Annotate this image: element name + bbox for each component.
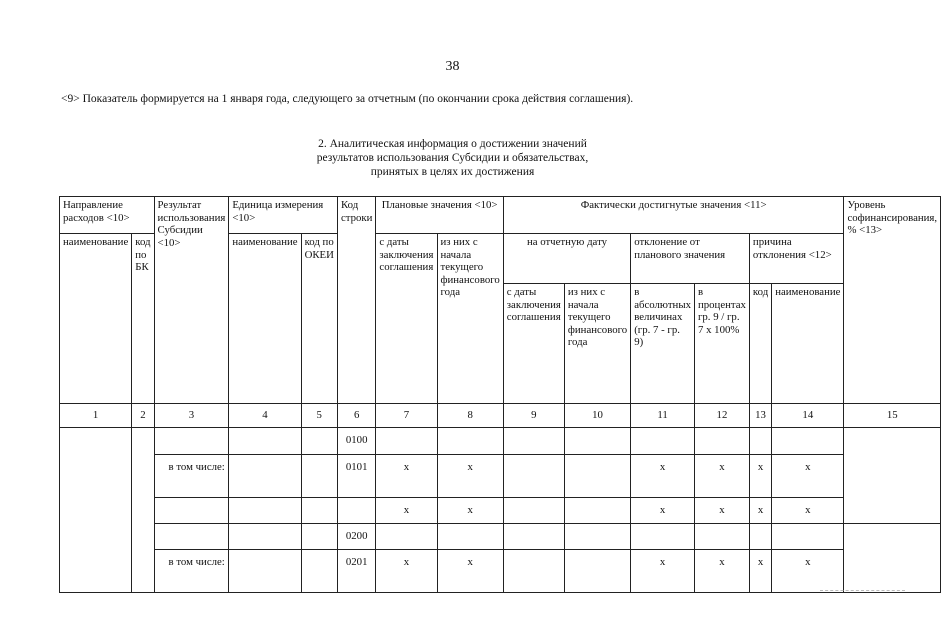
title-line-3: принятых в целях их достижения bbox=[370, 166, 535, 178]
table-row bbox=[60, 455, 941, 498]
actual-date-cell bbox=[503, 524, 564, 550]
header-planned: Плановые значения <10> bbox=[376, 197, 503, 234]
unit-okei-cell bbox=[301, 498, 337, 524]
planned-date-cell bbox=[376, 524, 437, 550]
unit-name-cell bbox=[229, 550, 301, 593]
header-reason-name: наименование bbox=[772, 284, 844, 404]
reason-name-cell: x bbox=[772, 455, 844, 498]
title-line-2: результатов использования Субсидии и обязательствах, bbox=[316, 152, 589, 164]
unit-name-cell bbox=[229, 455, 301, 498]
row-code-cell: 0200 bbox=[337, 524, 375, 550]
column-number: 10 bbox=[564, 404, 630, 428]
deviation-abs-cell: x bbox=[631, 550, 695, 593]
section-title bbox=[0, 137, 905, 179]
column-number: 13 bbox=[749, 404, 771, 428]
header-unit-name: наименование bbox=[229, 234, 301, 404]
analytics-table bbox=[59, 196, 941, 593]
column-number: 4 bbox=[229, 404, 301, 428]
deviation-abs-cell bbox=[631, 524, 695, 550]
reason-code-cell bbox=[749, 524, 771, 550]
planned-year-cell: x bbox=[437, 455, 503, 498]
header-reason-code: код bbox=[749, 284, 771, 404]
deviation-pct-cell bbox=[694, 428, 749, 455]
title-line-1: 2. Аналитическая информация о достижении значений bbox=[318, 138, 587, 150]
row-code-cell: 0100 bbox=[337, 428, 375, 455]
deviation-pct-cell: x bbox=[694, 498, 749, 524]
actual-year-cell bbox=[564, 524, 630, 550]
header-actual-date: с даты заключения соглашения bbox=[503, 284, 564, 404]
column-number: 2 bbox=[132, 404, 154, 428]
planned-date-cell: x bbox=[376, 550, 437, 593]
reason-code-cell bbox=[749, 428, 771, 455]
deviation-abs-cell: x bbox=[631, 455, 695, 498]
result-cell: в том числе: bbox=[154, 550, 229, 593]
unit-name-cell bbox=[229, 428, 301, 455]
table-row bbox=[60, 498, 941, 524]
deviation-pct-cell: x bbox=[694, 550, 749, 593]
actual-year-cell bbox=[564, 455, 630, 498]
header-unit: Единица измерения <10> bbox=[229, 197, 338, 234]
unit-name-cell bbox=[229, 524, 301, 550]
result-cell bbox=[154, 428, 229, 455]
unit-okei-cell bbox=[301, 455, 337, 498]
header-actual-report: на отчетную дату bbox=[503, 234, 630, 284]
column-number: 11 bbox=[631, 404, 695, 428]
reason-name-cell bbox=[772, 428, 844, 455]
unit-okei-cell bbox=[301, 550, 337, 593]
header-direction-code: код по БК bbox=[132, 234, 154, 404]
unit-okei-cell bbox=[301, 524, 337, 550]
result-cell bbox=[154, 498, 229, 524]
deviation-pct-cell: x bbox=[694, 455, 749, 498]
actual-year-cell bbox=[564, 428, 630, 455]
level-cell bbox=[844, 524, 941, 593]
header-unit-okei: код по ОКЕИ bbox=[301, 234, 337, 404]
column-number: 7 bbox=[376, 404, 437, 428]
unit-name-cell bbox=[229, 498, 301, 524]
actual-date-cell bbox=[503, 550, 564, 593]
column-number: 15 bbox=[844, 404, 941, 428]
deviation-pct-cell bbox=[694, 524, 749, 550]
header-actual-year: из них с начала текущего финансового года bbox=[564, 284, 630, 404]
header-deviation-pct: в процентах гр. 9 / гр. 7 x 100% bbox=[694, 284, 749, 404]
unit-okei-cell bbox=[301, 428, 337, 455]
header-row-code: Код строки bbox=[337, 197, 375, 404]
direction-name-cell bbox=[60, 428, 132, 593]
planned-date-cell: x bbox=[376, 455, 437, 498]
actual-date-cell bbox=[503, 498, 564, 524]
column-number: 1 bbox=[60, 404, 132, 428]
actual-date-cell bbox=[503, 428, 564, 455]
row-code-cell: 0201 bbox=[337, 550, 375, 593]
level-cell bbox=[844, 428, 941, 524]
planned-date-cell bbox=[376, 428, 437, 455]
table-row bbox=[60, 428, 941, 455]
result-cell bbox=[154, 524, 229, 550]
table-row bbox=[60, 524, 941, 550]
header-planned-date: с даты заключения соглашения bbox=[376, 234, 437, 404]
column-number: 14 bbox=[772, 404, 844, 428]
page-number: 38 bbox=[445, 59, 460, 74]
reason-code-cell: x bbox=[749, 455, 771, 498]
header-result: Результат использования Субсидии <10> bbox=[154, 197, 229, 404]
actual-year-cell bbox=[564, 498, 630, 524]
reason-code-cell: x bbox=[749, 550, 771, 593]
reason-name-cell: x bbox=[772, 550, 844, 593]
header-deviation-abs: в абсолютных величинах (гр. 7 - гр. 9) bbox=[631, 284, 695, 404]
column-number: 5 bbox=[301, 404, 337, 428]
column-number: 12 bbox=[694, 404, 749, 428]
column-number: 6 bbox=[337, 404, 375, 428]
planned-year-cell: x bbox=[437, 550, 503, 593]
column-number: 8 bbox=[437, 404, 503, 428]
planned-year-cell bbox=[437, 428, 503, 455]
deviation-abs-cell: x bbox=[631, 498, 695, 524]
header-reason: причина отклонения <12> bbox=[749, 234, 844, 284]
header-planned-year: из них с начала текущего финансового года bbox=[437, 234, 503, 404]
reason-name-cell bbox=[772, 524, 844, 550]
table-row bbox=[60, 550, 941, 593]
row-code-cell bbox=[337, 498, 375, 524]
header-direction: Направление расходов <10> bbox=[60, 197, 155, 234]
planned-date-cell: x bbox=[376, 498, 437, 524]
row-code-cell: 0101 bbox=[337, 455, 375, 498]
header-deviation: отклонение от планового значения bbox=[631, 234, 750, 284]
planned-year-cell: x bbox=[437, 498, 503, 524]
page-edge-divider bbox=[820, 590, 905, 591]
footnote: <9> Показатель формируется на 1 января года, следующего за отчетным (по окончании срока действия соглашения). bbox=[61, 93, 634, 105]
actual-year-cell bbox=[564, 550, 630, 593]
actual-date-cell bbox=[503, 455, 564, 498]
reason-name-cell: x bbox=[772, 498, 844, 524]
column-number: 3 bbox=[154, 404, 229, 428]
result-cell: в том числе: bbox=[154, 455, 229, 498]
planned-year-cell bbox=[437, 524, 503, 550]
header-level: Уровень софинансирования, % <13> bbox=[844, 197, 941, 404]
direction-code-cell bbox=[132, 428, 154, 593]
deviation-abs-cell bbox=[631, 428, 695, 455]
reason-code-cell: x bbox=[749, 498, 771, 524]
header-direction-name: наименование bbox=[60, 234, 132, 404]
header-actual: Фактически достигнутые значения <11> bbox=[503, 197, 844, 234]
column-number: 9 bbox=[503, 404, 564, 428]
